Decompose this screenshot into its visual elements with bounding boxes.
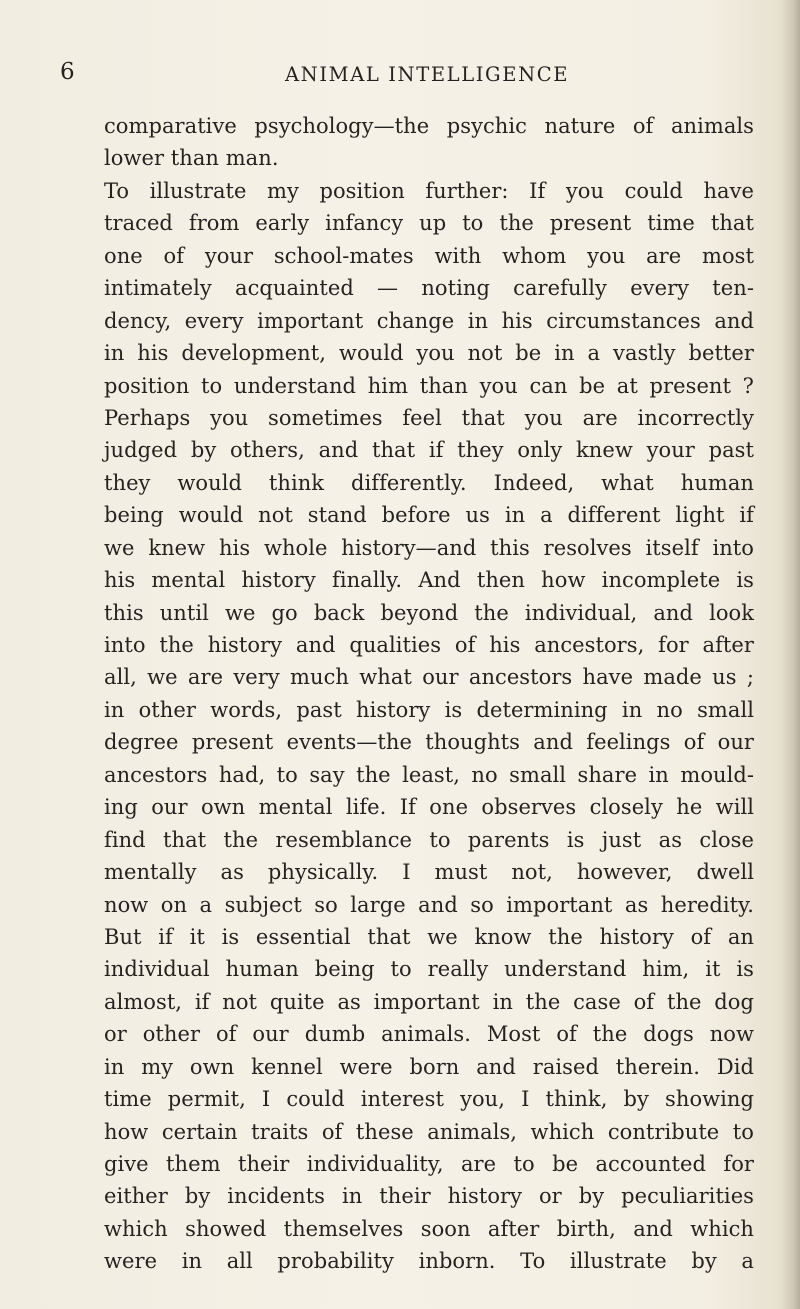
text-line: this until we go back beyond the individual, and look (104, 600, 754, 625)
text-line: time permit, I could interest you, I think, by showing (104, 1087, 754, 1112)
text-line: position to understand him than you can be at present ? (104, 373, 754, 398)
text-line: mentally as physically. I must not, however, dwell (104, 860, 754, 885)
text-line: in other words, past history is determining in no small (104, 697, 754, 722)
body-text (104, 110, 754, 1278)
text-line: in my own kennel were born and raised therein. Did (104, 1054, 754, 1079)
text-line: into the history and qualities of his ancestors, for after (104, 633, 754, 657)
text-line: Perhaps you sometimes feel that you are incorrectly (104, 405, 754, 430)
text-line: individual human being to really understand him, it is (104, 957, 754, 982)
text-line: which showed themselves soon after birth, and which (104, 1216, 754, 1241)
text-line: lower than man. (104, 146, 279, 171)
text-line: traced from early infancy up to the present time that (104, 211, 754, 236)
page-number: 6 (60, 59, 75, 85)
text-line: dency, every important change in his circumstances and (104, 308, 754, 333)
text-line: either by incidents in their history or by peculiarities (104, 1184, 754, 1209)
text-line: To illustrate my position further: If you could have (104, 178, 754, 203)
text-line: But if it is essential that we know the history of an (104, 924, 754, 949)
text-line: his mental history finally. And then how incomplete is (104, 568, 754, 593)
text-line: comparative psychology—the psychic nature of animals (104, 114, 754, 138)
text-line: ancestors had, to say the least, no small share in mould- (104, 762, 754, 787)
text-line: ing our own mental life. If one observes closely he will (104, 795, 754, 820)
text-line: how certain traits of these animals, which contribute to (104, 1119, 754, 1144)
text-line: judged by others, and that if they only knew your past (104, 438, 754, 463)
text-line: they would think differently. Indeed, what human (104, 470, 754, 495)
text-line: all, we are very much what our ancestors have made us ; (104, 665, 754, 690)
running-head: ANIMAL INTELLIGENCE (285, 63, 570, 86)
text-line: in his development, would you not be in a vastly better (104, 341, 754, 366)
text-line: we knew his whole history—and this resolves itself into (104, 535, 754, 560)
text-line: degree present events—the thoughts and feelings of our (104, 730, 754, 755)
text-line: intimately acquainted — noting carefully every ten- (104, 276, 754, 301)
text-line: find that the resemblance to parents is just as close (104, 827, 754, 852)
text-line: or other of our dumb animals. Most of the dogs now (104, 1022, 754, 1047)
text-line: one of your school-mates with whom you are most (104, 243, 754, 268)
text-line: give them their individuality, are to be accounted for (104, 1152, 754, 1176)
text-line: being would not stand before us in a different light if (104, 503, 754, 528)
text-line: now on a subject so large and so important as heredity. (104, 892, 754, 917)
page-edge-shadow (782, 0, 800, 1309)
text-line: almost, if not quite as important in the case of the dog (104, 989, 754, 1014)
page-header (0, 56, 800, 96)
text-line: were in all probability inborn. To illustrate by a (104, 1249, 754, 1274)
